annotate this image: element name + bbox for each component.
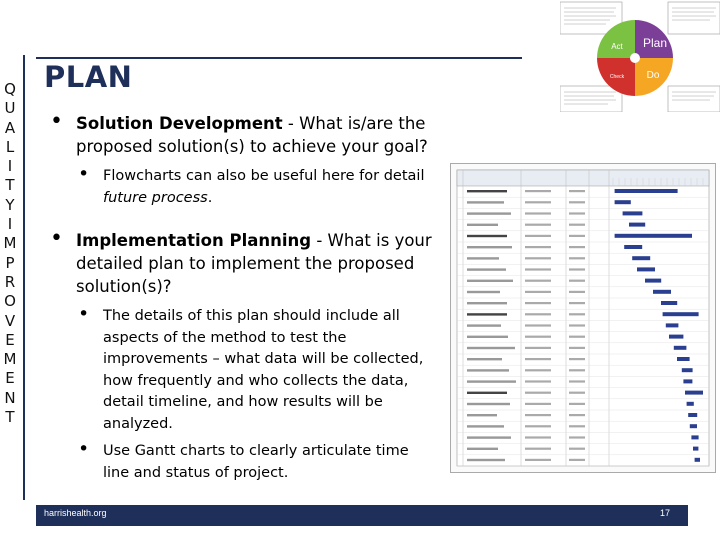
gantt-date-text: [569, 448, 585, 450]
gantt-bar: [690, 424, 697, 428]
gantt-task-text: [467, 358, 502, 360]
gantt-task-text: [467, 436, 511, 438]
gantt-date-text: [569, 403, 585, 405]
gantt-task-text: [467, 414, 497, 416]
gantt-bar: [674, 346, 687, 350]
gantt-bar: [687, 402, 694, 406]
gantt-date-text: [569, 257, 585, 259]
gantt-date-text: [569, 291, 585, 293]
side-letter: P: [5, 253, 15, 272]
sub-bullet-gantt-charts: • Use Gantt charts to clearly articulate time line and status of project.: [78, 438, 409, 481]
side-letter: M: [3, 234, 17, 253]
slide-content: [48, 109, 438, 490]
gantt-bar: [615, 234, 692, 238]
gantt-date-text: [525, 425, 551, 427]
gantt-date-text: [569, 235, 585, 237]
gantt-date-text: [569, 425, 585, 427]
side-letter: E: [5, 330, 15, 349]
pdca-act-label: Act: [611, 42, 623, 51]
side-letter: N: [4, 388, 16, 407]
gantt-date-text: [569, 313, 585, 315]
gantt-bar: [637, 267, 655, 271]
gantt-bar: [615, 200, 631, 204]
gantt-date-text: [569, 246, 585, 248]
gantt-date-text: [525, 358, 551, 360]
gantt-date-text: [569, 336, 585, 338]
gantt-task-text: [467, 257, 499, 259]
gantt-task-text: [467, 369, 509, 371]
side-letter: Y: [5, 195, 15, 214]
side-letter: U: [4, 99, 16, 118]
gantt-date-text: [525, 324, 551, 326]
gantt-task-text: [467, 459, 505, 461]
gantt-task-text: [467, 235, 507, 237]
gantt-date-text: [525, 224, 551, 226]
gantt-bar: [624, 245, 642, 249]
gantt-date-text: [525, 369, 551, 371]
side-letter: M: [3, 350, 17, 369]
gantt-date-text: [525, 212, 551, 214]
gantt-bar: [683, 379, 692, 383]
pdca-do-label: Do: [646, 70, 660, 81]
gantt-date-text: [525, 403, 551, 405]
gantt-date-text: [525, 246, 551, 248]
gantt-date-text: [569, 201, 585, 203]
gantt-date-text: [525, 280, 551, 282]
gantt-task-text: [467, 392, 507, 394]
gantt-date-text: [525, 268, 551, 270]
gantt-date-text: [525, 380, 551, 382]
gantt-bar: [623, 211, 643, 215]
gantt-task-text: [467, 380, 516, 382]
footer-bar: [36, 505, 688, 526]
gantt-task-text: [467, 403, 510, 405]
gantt-bar: [682, 368, 693, 372]
gantt-bar: [695, 458, 700, 462]
gantt-bar: [661, 301, 677, 305]
gantt-task-text: [467, 224, 498, 226]
gantt-bar: [653, 290, 671, 294]
side-letter: A: [4, 118, 16, 137]
gantt-chart-image: [450, 163, 716, 473]
gantt-bar: [645, 279, 661, 283]
gantt-date-text: [525, 235, 551, 237]
bullet-text: - What is your detailed plan to implement the proposed solution(s)?: [76, 231, 432, 296]
side-letter: E: [5, 369, 15, 388]
footer-website: harrishealth.org: [44, 508, 107, 518]
side-letter: O: [4, 292, 16, 311]
gantt-task-text: [467, 336, 508, 338]
gantt-date-text: [525, 392, 551, 394]
pdca-plan-label: Plan: [642, 36, 668, 50]
gantt-task-text: [467, 302, 507, 304]
gantt-date-text: [569, 392, 585, 394]
gantt-bar: [666, 323, 679, 327]
gantt-date-text: [525, 448, 551, 450]
gantt-date-text: [525, 190, 551, 192]
gantt-header: [457, 170, 709, 186]
bullet-text: - What is/are the proposed solution(s) to achieve your goal?: [76, 114, 428, 156]
gantt-date-text: [569, 190, 585, 192]
gantt-date-text: [525, 302, 551, 304]
gantt-date-text: [569, 380, 585, 382]
gantt-bar: [629, 223, 645, 227]
gantt-bar: [615, 189, 678, 193]
side-title-vertical: [0, 80, 20, 427]
gantt-task-text: [467, 190, 507, 192]
page-number: 17: [660, 508, 671, 518]
side-letter: I: [7, 215, 13, 234]
sub-bullet-flowcharts: • Flowcharts can also be useful here for detail future process.: [78, 163, 425, 206]
side-letter: L: [5, 137, 15, 156]
gantt-task-text: [467, 291, 500, 293]
page-title: PLAN: [44, 60, 133, 94]
bullet-solution-development: • Solution Development - What is/are the proposed solution(s) to achieve your goal?: [50, 109, 428, 156]
gantt-date-text: [525, 201, 551, 203]
gantt-date-text: [525, 436, 551, 438]
gantt-task-text: [467, 425, 504, 427]
gantt-bar: [691, 435, 698, 439]
bullet-implementation-planning: • Implementation Planning - What is your detailed plan to implement the proposed solution(s)?: [50, 226, 432, 296]
gantt-task-text: [467, 280, 513, 282]
gantt-task-text: [467, 212, 511, 214]
gantt-task-text: [467, 246, 512, 248]
gantt-date-text: [525, 347, 551, 349]
gantt-date-text: [569, 224, 585, 226]
gantt-date-text: [525, 291, 551, 293]
gantt-bar: [669, 335, 683, 339]
gantt-date-text: [569, 347, 585, 349]
gantt-date-text: [569, 459, 585, 461]
pdca-check-label: Check: [609, 74, 625, 80]
gantt-date-text: [569, 302, 585, 304]
bullet-lead: Implementation Planning: [76, 231, 312, 250]
sub-bullet-plan-details: • The details of this plan should include all aspects of the method to test the improvements – what data will be collected, how frequently and who collects the data, detail timeline, and how results will be analyzed.: [78, 303, 424, 432]
gantt-date-text: [569, 369, 585, 371]
gantt-date-text: [525, 459, 551, 461]
gantt-bar: [632, 256, 650, 260]
side-letter: V: [4, 311, 16, 330]
gantt-date-text: [569, 436, 585, 438]
gantt-chart-graphic: [451, 164, 715, 472]
gantt-date-text: [569, 212, 585, 214]
side-letter: Q: [4, 80, 16, 98]
gantt-date-text: [569, 414, 585, 416]
gantt-bar: [688, 413, 697, 417]
gantt-date-text: [569, 268, 585, 270]
bullet-lead: Solution Development: [76, 114, 283, 133]
gantt-date-text: [569, 358, 585, 360]
side-letter: R: [4, 272, 16, 291]
side-letter: T: [5, 176, 15, 195]
pdca-cycle-graphic: [560, 0, 720, 112]
gantt-date-text: [525, 257, 551, 259]
left-divider-line: [23, 55, 25, 500]
gantt-task-text: [467, 324, 501, 326]
gantt-bar: [663, 312, 699, 316]
gantt-date-text: [569, 280, 585, 282]
side-letter: I: [7, 157, 13, 176]
gantt-task-text: [467, 313, 507, 315]
pdca-cycle-diagram: [560, 0, 720, 112]
gantt-date-text: [525, 336, 551, 338]
gantt-date-text: [569, 324, 585, 326]
gantt-task-text: [467, 448, 498, 450]
gantt-date-text: [525, 313, 551, 315]
title-underline: [36, 57, 522, 59]
gantt-task-text: [467, 201, 504, 203]
gantt-bar: [677, 357, 690, 361]
gantt-task-text: [467, 268, 506, 270]
gantt-task-text: [467, 347, 515, 349]
side-letter: T: [5, 408, 15, 427]
gantt-bar: [685, 391, 703, 395]
gantt-bar: [693, 447, 698, 451]
gantt-date-text: [525, 414, 551, 416]
